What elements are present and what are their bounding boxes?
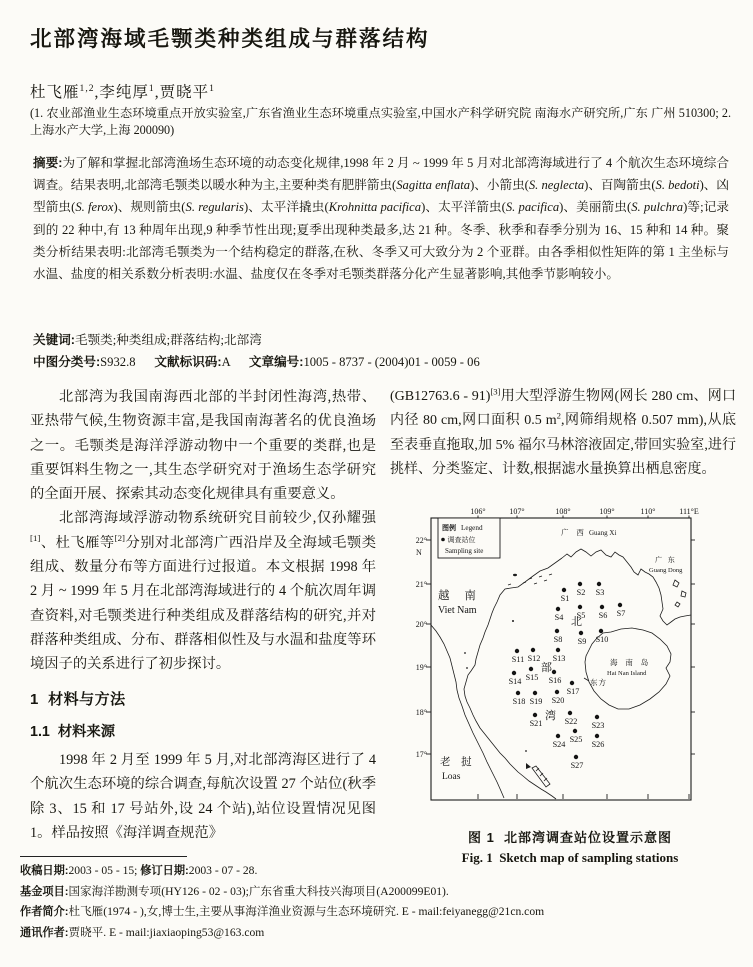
station-dot bbox=[555, 690, 559, 694]
footnote-funding: 基金项目:国家海洋勘测专项(HY126 - 02 - 03);广东省重大科技兴海项目(A200099E01). bbox=[20, 884, 449, 898]
legend-station-dot bbox=[441, 538, 445, 542]
bay-name-character: 部 bbox=[541, 662, 552, 674]
longitude-label: 111°E bbox=[679, 507, 699, 516]
station-dot bbox=[516, 691, 520, 695]
station-label: S22 bbox=[564, 717, 578, 726]
keywords-line: 关键词:毛颚类;种类组成;群落结构;北部湾 bbox=[33, 333, 262, 347]
footnote-divider bbox=[20, 856, 187, 857]
station-dot bbox=[562, 588, 566, 592]
station-dot bbox=[597, 582, 601, 586]
figure-1 bbox=[405, 505, 735, 867]
station-dot bbox=[556, 648, 560, 652]
region-label-zh: 广 西 bbox=[561, 528, 587, 537]
station-dot bbox=[555, 629, 559, 633]
islet bbox=[512, 620, 514, 622]
footnotes bbox=[20, 856, 733, 943]
station-label: S7 bbox=[616, 609, 626, 618]
station-dot bbox=[568, 711, 572, 715]
station-label: S11 bbox=[511, 655, 525, 664]
station-dot bbox=[599, 629, 603, 633]
station-dot bbox=[578, 582, 582, 586]
region-label-en: Loas bbox=[442, 772, 461, 782]
station-dot bbox=[533, 713, 537, 717]
station-dot bbox=[512, 671, 516, 675]
latitude-label: 18° bbox=[415, 708, 427, 717]
station-dot bbox=[618, 603, 622, 607]
region-label-zh: 老 挝 bbox=[440, 757, 476, 768]
station-label: S24 bbox=[552, 740, 566, 749]
coastal-bar bbox=[532, 766, 550, 787]
methods-paragraph-continued: (GB12763.6 - 91)[3]用大型浮游生物网(网长 280 cm、网口内径 80 cm,网口面积 0.5 $m^2$,网筛绢规格 0.507 mm),从底至表垂直拖取,加 5% 福尔马林溶液固定,带回实验室,进行挑样、分类鉴定、计数,根据滤水量换算出栖息密度。 bbox=[390, 386, 736, 478]
station-dot bbox=[600, 605, 604, 609]
affiliation: (1. 农业部渔业生态环境重点开放实验室,广东省渔业生态环境重点实验室,中国水产科学研究院 南海水产研究所,广东 广州 510300; 2. 上海水产大学,上海 200090) bbox=[30, 106, 731, 137]
left-column bbox=[30, 385, 376, 845]
abstract: 摘要:为了解和掌握北部湾渔场生态环境的动态变化规律,1998 年 2 月 ~ 1999 年 5 月对北部湾海域进行了 4 个航次生态环境综合调查。结果表明,北部湾毛颚类以暖水种为主,主要种类有肥胖箭虫(Sagitta enflata)、小箭虫(S. neglecta)、百陶箭虫(S. bedoti)、凶型箭虫(S. ferox)、规则箭虫(S. regularis)、太平洋撬虫(Krohnitta pacifica)、太平洋箭虫(S. pacifica)、美丽箭虫(S. pulchra)等;记录到的 22 种中,有 13 种周年出现,9 种季节性出现;夏季出现种类最多,达 21 种。冬季、秋季和春季分别为 16、15 种和 14 种。聚类分析结果表明:北部湾毛颚类为一个结构稳定的群落,在秋、冬季又可大致分为 2 个亚群。由各季相似性矩阵的第 1 主坐标与水温、盐度的相关系数分析表明:水温、盐度仅在冬季对毛颚类群落分化产生显著影响,其他季节影响较小。 bbox=[33, 156, 730, 282]
latitude-label: 22° bbox=[415, 536, 427, 545]
legend-item-en: Sampling site bbox=[445, 547, 484, 555]
right-column bbox=[390, 385, 736, 483]
region-label-en: Guang Xi bbox=[589, 529, 617, 537]
legend-title-zh: 图例 bbox=[442, 524, 456, 532]
north-label: N bbox=[416, 548, 422, 557]
station-dot bbox=[529, 667, 533, 671]
intro-paragraph-2: 北部湾海域浮游动物系统研究目前较少,仅孙耀强[1]、杜飞雁等[2]分别对北部湾广西沿岸及全海域毛颚类组成、数量分布等方面进行过报道。本文根据 1998 年 2 月 ~ 1999 年 5 月在北部湾海域进行的 4 个航次周年调查资料,对毛颚类进行种类组成及群落结构的研究,并对群落种类组成、分布、群落相似性及与水温和盐度等环境因子的关系进行了初步探讨。 bbox=[30, 510, 376, 673]
station-label: S19 bbox=[529, 697, 543, 706]
station-label: S1 bbox=[560, 594, 570, 603]
station-label: S18 bbox=[512, 697, 526, 706]
latitude-label: 17° bbox=[415, 750, 427, 759]
islet bbox=[525, 750, 527, 752]
latitude-label: 20° bbox=[415, 620, 427, 629]
station-dot bbox=[578, 605, 582, 609]
region-label-en: Hai Nan Island bbox=[607, 670, 647, 677]
gd-islets bbox=[673, 580, 686, 607]
station-dot bbox=[595, 734, 599, 738]
longitude-label: 109° bbox=[599, 507, 615, 516]
footnote-author-bio: 作者简介:杜飞雁(1974 - ),女,博士生,主要从事海洋渔业资源与生态环境研究. E - mail:feiyanegg@21cn.com bbox=[20, 905, 545, 919]
station-label: S8 bbox=[553, 635, 563, 644]
station-dot bbox=[515, 649, 519, 653]
station-dot bbox=[533, 691, 537, 695]
longitude-label: 108° bbox=[555, 507, 571, 516]
station-label: S2 bbox=[576, 588, 586, 597]
station-label: S26 bbox=[591, 740, 605, 749]
footnote-received: 收稿日期:2003 - 05 - 15; 修订日期:2003 - 07 - 28. bbox=[20, 864, 258, 877]
station-dot bbox=[573, 729, 577, 733]
station-dot bbox=[552, 670, 556, 674]
station-dot bbox=[595, 715, 599, 719]
arrow-mark bbox=[526, 763, 531, 769]
islet bbox=[513, 574, 517, 576]
intro-paragraph-1: 北部湾为我国南海西北部的半封闭性海湾,热带、亚热带气候,生物资源丰富,是我国南海著名的优良渔场之一。毛颚类是海洋浮游动物中一个重要的类群,也是重要饵料生物之一,其生态学研究对于渔场生态学研究的全面开展、探索其动态变化规律具有重要意义。 bbox=[30, 389, 376, 503]
longitude-label: 107° bbox=[509, 507, 525, 516]
station-label: S5 bbox=[576, 611, 586, 620]
region-label-zh: 广 东 bbox=[655, 556, 677, 564]
legend-title-en: Legend bbox=[461, 524, 483, 532]
station-dot bbox=[574, 755, 578, 759]
classification-line: 中图分类号:S932.8 文献标识码:A 文章编号:1005 - 8737 - (2004)01 - 0059 - 06 bbox=[33, 355, 480, 369]
bay-name-character: 湾 bbox=[545, 710, 556, 722]
methods-paragraph: 1998 年 2 月至 1999 年 5 月,对北部湾海区进行了 4 个航次生态环境的综合调查,每航次设置 27 个站位(秋季除 3、15 和 17 号站外,设 24 个站),站位设置情况见图 1。样品按照《海洋调查规范》 bbox=[30, 752, 376, 842]
station-label: S9 bbox=[577, 637, 587, 646]
figure-caption-zh: 图 1 北部湾调查站位设置示意图 bbox=[467, 830, 673, 845]
station-label: S12 bbox=[527, 654, 541, 663]
longitude-label: 110° bbox=[640, 507, 656, 516]
station-label: S17 bbox=[566, 687, 580, 696]
station-label: S20 bbox=[551, 696, 565, 705]
map-labels bbox=[416, 507, 699, 799]
region-label-en: Viet Nam bbox=[438, 605, 477, 616]
region-label-zh: 越 南 bbox=[438, 590, 482, 602]
bay-name-character: 北 bbox=[571, 616, 582, 628]
town-dot bbox=[464, 652, 466, 654]
sampling-stations-map bbox=[405, 505, 735, 805]
latitude-label: 21° bbox=[415, 580, 427, 589]
region-label-zh: 海 南 岛 bbox=[610, 658, 652, 667]
station-label: S16 bbox=[548, 676, 562, 685]
footnote-corresponding-author: 通讯作者:贾晓平. E - mail:jiaxiaoping53@163.com bbox=[20, 925, 265, 939]
station-dot bbox=[579, 631, 583, 635]
section-heading-methods: 1 材料与方法 bbox=[30, 690, 126, 708]
station-label: S10 bbox=[595, 635, 609, 644]
station-label: S4 bbox=[554, 613, 564, 622]
figure-caption-en: Fig. 1 Sketch map of sampling stations bbox=[461, 850, 679, 865]
station-label: S21 bbox=[529, 719, 543, 728]
paper-title: 北部湾海域毛颚类种类组成与群落结构 bbox=[30, 27, 430, 51]
region-label-zh: 东方 bbox=[590, 678, 607, 687]
station-dot bbox=[556, 734, 560, 738]
station-label: S6 bbox=[598, 611, 608, 620]
station-label: S13 bbox=[552, 654, 566, 663]
station-label: S3 bbox=[595, 588, 605, 597]
station-dot bbox=[570, 681, 574, 685]
station-label: S15 bbox=[525, 673, 539, 682]
legend-item-zh: 调查站位 bbox=[447, 536, 476, 544]
author-line: 杜飞雁$^{1,2}$,李纯厚$^1$,贾晓平$^1$ bbox=[30, 82, 215, 101]
station-dot bbox=[531, 648, 535, 652]
station-label: S25 bbox=[569, 735, 583, 744]
subsection-heading-material-source: 1.1 材料来源 bbox=[30, 723, 116, 740]
station-label: S14 bbox=[508, 677, 522, 686]
longitude-label: 106° bbox=[470, 507, 486, 516]
latitude-label: 19° bbox=[415, 663, 427, 672]
station-label: S23 bbox=[591, 721, 605, 730]
town-dot bbox=[466, 667, 468, 669]
station-label: S27 bbox=[570, 761, 584, 770]
station-dot bbox=[556, 607, 560, 611]
region-label-en: Guang Dong bbox=[649, 567, 683, 574]
